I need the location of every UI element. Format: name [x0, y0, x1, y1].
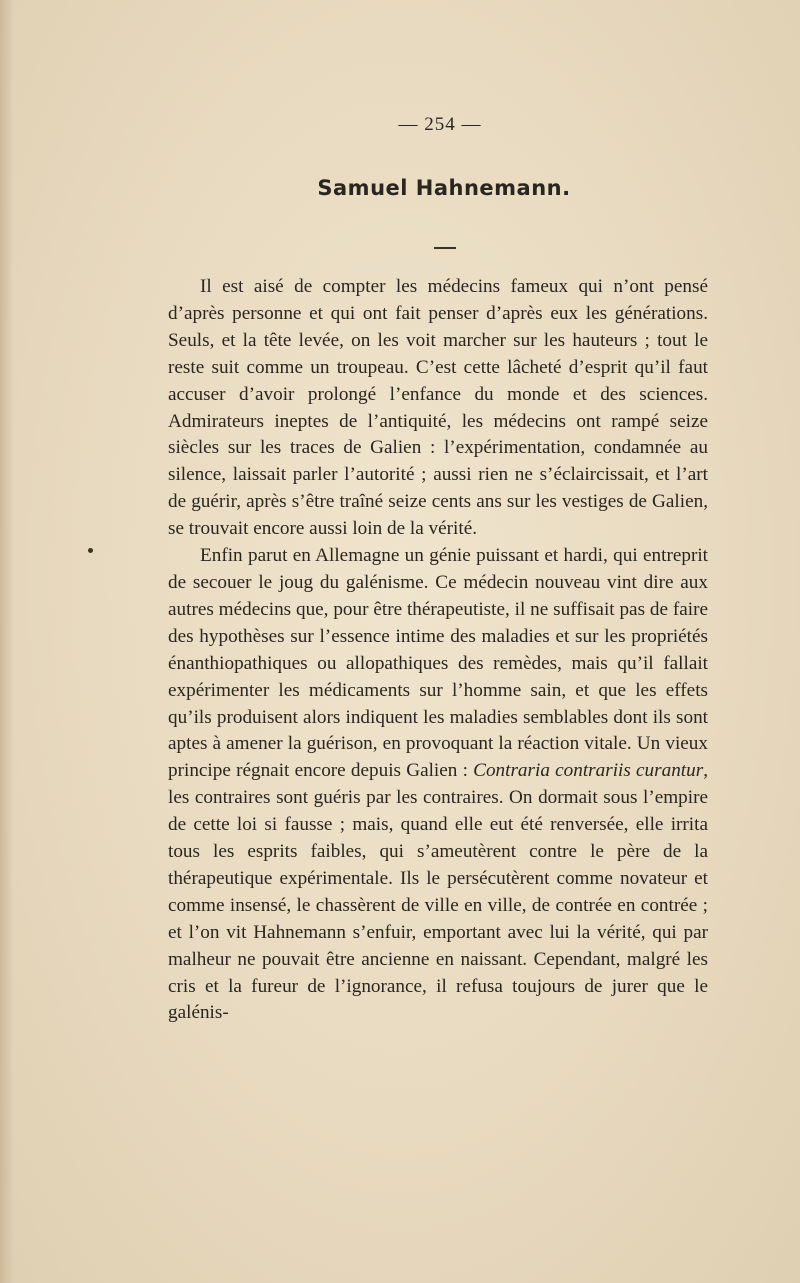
- body-text: [168, 274, 708, 1027]
- chapter-title: Samuel Hahnemann.: [317, 176, 571, 200]
- paragraph-1: [168, 274, 708, 543]
- paragraph-2-text-b: , les contraires sont guéris par les contraires. On dormait sous l’empire de cette loi si fausse ; mais, quand elle eut été renversée, elle irrita tous les esprits faibles, qui s’ameutèrent contre le père de la thérapeutique expérimentale. Ils le persécutèrent comme novateur et comme insensé, le chassèrent de ville en ville, de contrée en contrée ; et l’on vit Hahnemann s’enfuir, emportant avec lui la vérité, qui par malheur ne pouvait être ancienne en naissant. Cependant, malgré les cris et la fureur de l’ignorance, il refusa toujours de jurer que le galénis-: [168, 760, 708, 1024]
- title-rule: [434, 247, 456, 249]
- ink-speck: [88, 548, 93, 553]
- page-number: — 254 —: [398, 114, 482, 135]
- paragraph-1-text: Il est aisé de compter les médecins fameux qui n’ont pensé d’après personne et qui ont fait penser d’après eux les générations. Seuls, et la tête levée, on les voit marcher sur les hauteurs ; tout le reste suit comme un troupeau. C’est cette lâcheté d’esprit qu’il faut accuser d’avoir prolongé l’enfance du monde et des sciences. Admirateurs ineptes de l’antiquité, les médecins ont rampé seize siècles sur les traces de Galien : l’expérimentation, condamnée au silence, laissait parler l’autorité ; aussi rien ne s’éclaircissait, et l’art de guérir, après s’être traîné seize cents ans sur les vestiges de Galien, se trouvait encore aussi loin de la vérité.: [168, 276, 708, 540]
- latin-maxim: Contraria contrariis curantur: [473, 760, 704, 782]
- paragraph-2-text-a: Enfin parut en Allemagne un génie puissant et hardi, qui entreprit de secouer le joug du galénisme. Ce médecin nouveau vint dire aux autres médecins que, pour être thérapeutiste, il ne suffisait pas de faire des hypothèses sur l’essence intime des maladies et sur les propriétés énanthiopathiques ou allopathiques des remèdes, mais qu’il fallait expérimenter les médicaments sur l’homme sain, et que les effets qu’ils produisent alors indiquent les maladies semblables dont ils sont aptes à amener la guérison, en provoquant la réaction vitale. Un vieux principe régnait encore depuis Galien :: [168, 545, 708, 782]
- paragraph-2: [168, 543, 708, 1027]
